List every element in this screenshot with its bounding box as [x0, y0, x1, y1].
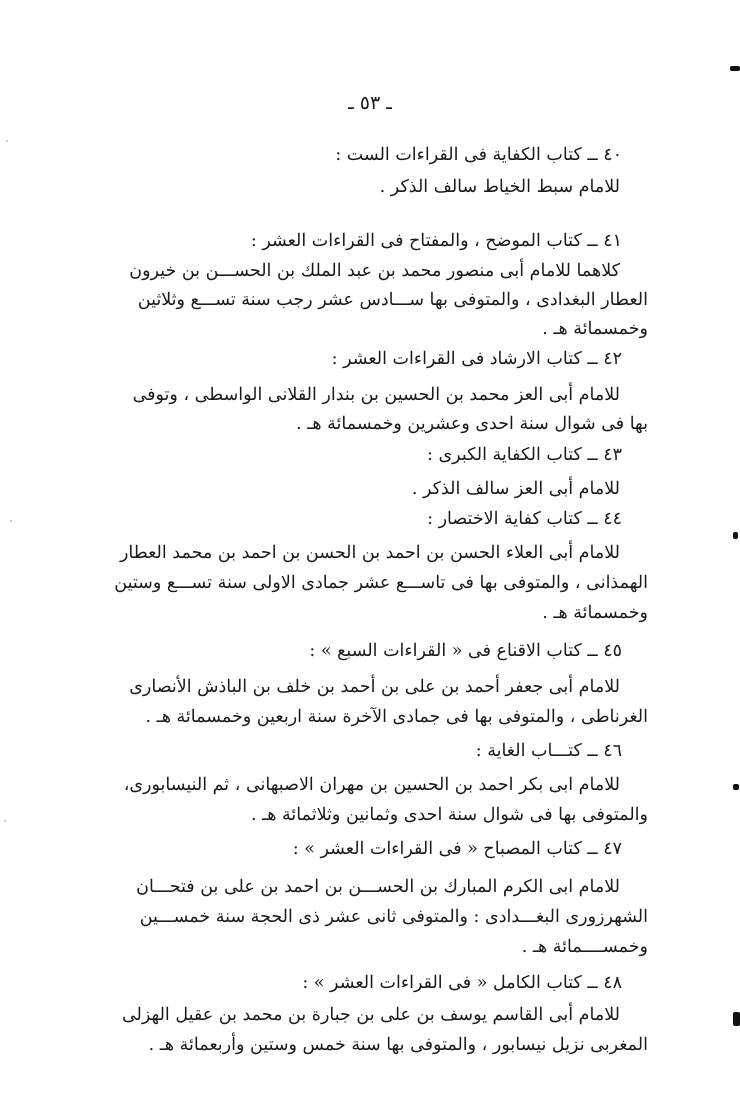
text-line: وخمســــمائة هـ .	[521, 937, 648, 957]
entry-heading: ٤٧ ــ كتاب المصباح « فى القراءات العشر » :	[292, 839, 622, 859]
text-line: الهمذانى ، والمتوفى بها فى تاســـع عشر جمادى الاولى سنة تســـع وستين	[114, 573, 648, 593]
entry-heading: ٤٥ ــ كتاب الاقناع فى « القراءات السبع » :	[309, 641, 622, 661]
entry-heading: ٤٢ ــ كتاب الارشاد فى القراءات العشر :	[331, 349, 622, 369]
text-line: للامام ابى الكرم المبارك بن الحســـن بن احمد بن على بن فتحـــان	[136, 877, 620, 897]
text-line: الغرناطى ، والمتوفى بها فى جمادى الآخرة سنة اربعين وخمسمائة هـ .	[145, 707, 648, 727]
text-line: للامام ابى بكر احمد بن الحسين بن مهران الاصبهانى ، ثم النيسابورى،	[123, 775, 620, 795]
scan-edge-mark	[733, 532, 738, 539]
text-line: للامام أبى العز محمد بن الحسين بن بندار القلانى الواسطى ، وتوفى	[132, 385, 620, 405]
text-line: وخمسمائة هـ .	[542, 603, 648, 623]
scan-speck	[6, 140, 8, 142]
text-line: العطار البغدادى ، والمتوفى بها ســـادس عشر رجب سنة تســـع وثلاثين	[137, 290, 648, 310]
text-line: وخمسمائة هـ .	[542, 319, 648, 339]
entry-heading: ٤٠ ــ كتاب الكفاية فى القراءات الست :	[335, 145, 622, 165]
text-line: للامام سبط الخياط سالف الذكر .	[379, 177, 620, 197]
scan-edge-mark	[733, 1012, 740, 1026]
text-line: بها فى شوال سنة احدى وعشرين وخمسمائة هـ .	[296, 414, 648, 434]
scan-edge-mark	[730, 66, 740, 71]
entry-heading: ٤٨ ــ كتاب الكامل « فى القراءات العشر » :	[302, 973, 622, 993]
text-line: للامام أبى القاسم يوسف بن على بن جبارة بن محمد بن عقيل الهزلى	[121, 1005, 620, 1025]
page-number: ـ ٥٣ ـ	[348, 92, 392, 114]
entry-heading: ٤٦ ــ كتـــاب الغاية :	[475, 741, 622, 761]
scan-speck	[4, 820, 6, 822]
entry-heading: ٤٣ ــ كتاب الكفاية الكبرى :	[427, 445, 622, 465]
entry-heading: ٤٤ ــ كتاب كفاية الاختصار :	[427, 509, 622, 529]
entry-heading: ٤١ ــ كتاب الموضح ، والمفتاح فى القراءات العشر :	[250, 231, 622, 251]
text-line: كلاهما للامام أبى منصور محمد بن عبد الملك بن الحســـن بن خيرون	[129, 261, 620, 281]
scan-edge-mark	[733, 784, 739, 790]
text-line: المغربى نزيل نيسابور ، والمتوفى بها سنة خمس وستين وأربعمائة هـ .	[148, 1035, 648, 1055]
scan-speck	[10, 520, 12, 522]
text-line: والمتوفى بها فى شوال سنة احدى وثمانين وثلاثمائة هـ .	[251, 805, 648, 825]
text-line: للامام أبى العز سالف الذكر .	[411, 479, 620, 499]
text-line: الشهرزورى البغـــدادى : والمتوفى ثانى عشر ذى الحجة سنة خمســـين	[139, 907, 648, 927]
text-line: للامام أبى العلاء الحسن بن احمد بن الحسن بن احمد بن محمد العطار	[119, 543, 620, 563]
text-line: للامام أبى جعفر أحمد بن على بن أحمد بن خلف بن الباذش الأنصارى	[129, 677, 620, 697]
